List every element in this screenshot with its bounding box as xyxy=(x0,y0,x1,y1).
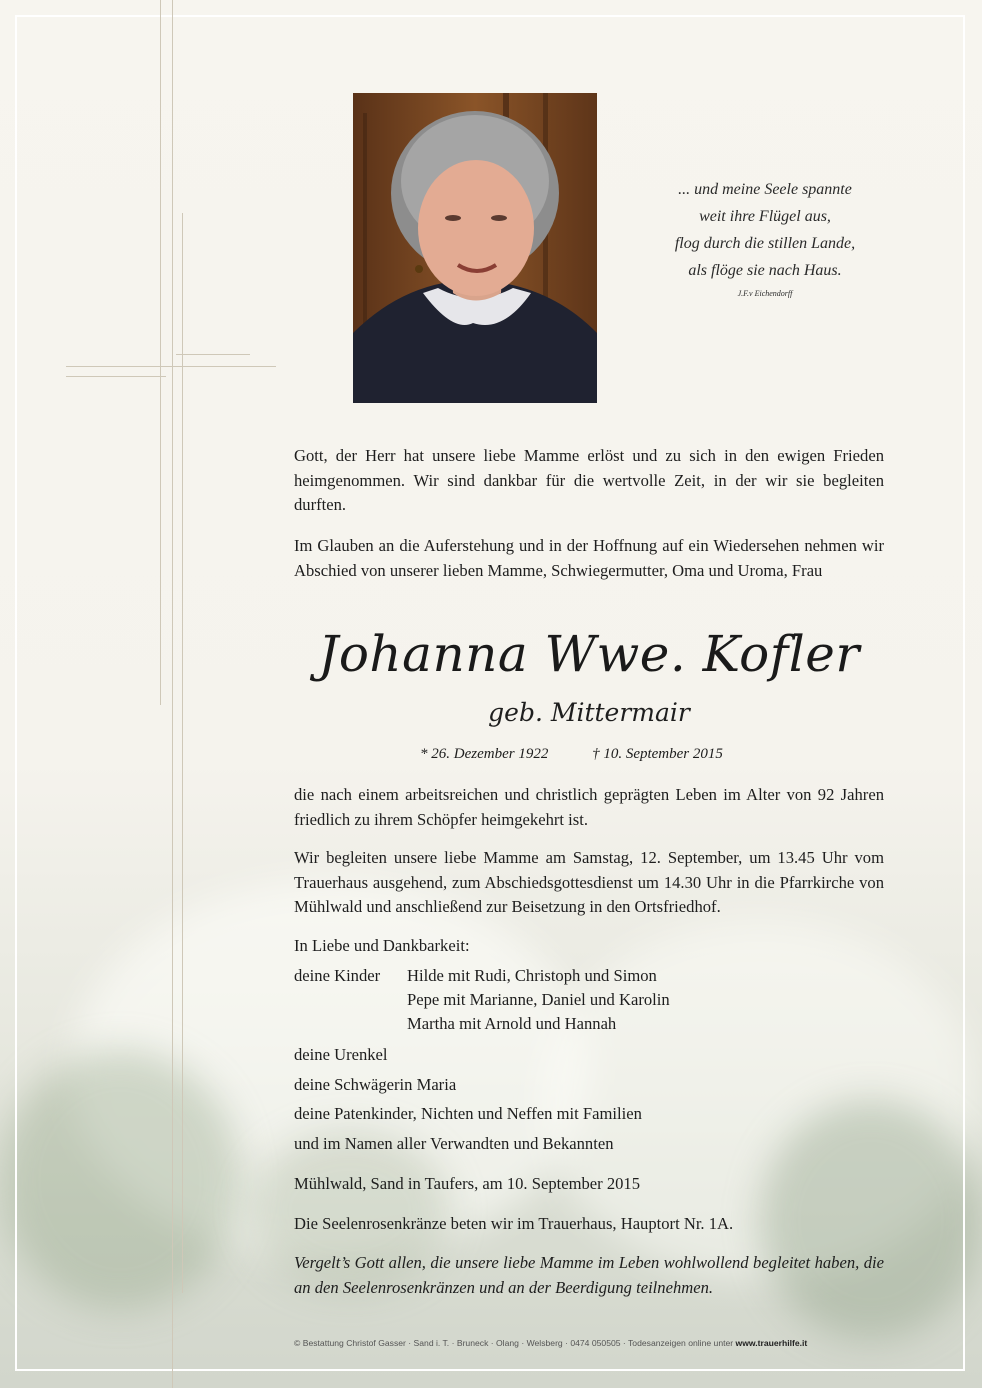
cross-line xyxy=(172,0,173,1388)
death-date: † 10. September 2015 xyxy=(592,746,723,762)
quote-line: weit ihre Flügel aus, xyxy=(699,208,831,225)
family-entry: deine Schwägerin Maria xyxy=(294,1075,457,1094)
family-entry: deine Patenkinder, Nichten und Neffen mit Familien xyxy=(294,1104,642,1123)
thanks-paragraph: Vergelt’s Gott allen, die unsere liebe Mamme im Leben wohlwollend begleitet haben, die an den Seelenrosenkränzen und an der Beerdigung teilnehmen. xyxy=(294,1253,884,1297)
kids-list xyxy=(407,964,670,1036)
kid-entry: Martha mit Arnold und Hannah xyxy=(407,1014,617,1033)
kids-label: deine Kinder xyxy=(294,966,381,985)
quote-line: als flöge sie nach Haus. xyxy=(688,262,842,279)
quote-line: flog durch die stillen Lande, xyxy=(674,235,856,252)
kid-entry: Pepe mit Marianne, Daniel und Karolin xyxy=(407,990,670,1009)
body-paragraph: die nach einem arbeitsreichen und christlich geprägten Leben im Alter von 92 Jahren friedlich zu ihrem Schöpfer heimgekehrt ist. xyxy=(294,785,884,829)
cross-line xyxy=(182,213,183,1293)
intro-paragraph: Gott, der Herr hat unsere liebe Mamme erlöst und zu sich in den ewigen Frieden heimgenommen. Wir sind dankbar für die wertvolle Zeit, in der wir sie begleiten durften. xyxy=(294,446,884,514)
cross-line xyxy=(160,0,161,705)
family-entry: und im Namen aller Verwandten und Bekannten xyxy=(294,1134,614,1153)
kid-entry: Hilde mit Rudi, Christoph und Simon xyxy=(407,966,657,985)
quote-author: J.F.v Eichendorff xyxy=(737,289,793,298)
service-paragraph: Wir begleiten unsere liebe Mamme am Samstag, 12. September, um 13.45 Uhr vom Trauerhaus ausgehend, zum Abschiedsgottesdienst um 14.30 Uhr in die Pfarrkirche von Mühlwald und anschließend zur Beisetzung in den Ortsfriedhof. xyxy=(294,848,884,916)
footer-link[interactable]: www.trauerhilfe.it xyxy=(735,1338,808,1348)
cross-bar xyxy=(66,366,276,367)
portrait-photo xyxy=(353,93,597,403)
cross-bar xyxy=(176,354,250,355)
birth-date: * 26. Dezember 1922 xyxy=(420,746,549,762)
birth-name: geb. Mittermair xyxy=(488,698,690,727)
rosary-note: Die Seelenrosenkränze beten wir im Trauerhaus, Hauptort Nr. 1A. xyxy=(294,1214,734,1233)
quote-line: ... und meine Seele spannte xyxy=(678,181,852,198)
footer-text: © Bestattung Christof Gasser · Sand i. T. · Bruneck · Olang · Welsberg · 0474 050505 · Todesanzeigen online unter xyxy=(294,1338,734,1348)
footer xyxy=(294,1338,954,1348)
family-entry: deine Urenkel xyxy=(294,1045,388,1064)
cross-bar xyxy=(66,376,166,377)
love-line: In Liebe und Dankbarkeit: xyxy=(294,936,470,955)
life-dates xyxy=(420,746,763,763)
intro-paragraph: Im Glauben an die Auferstehung und in der Hoffnung auf ein Wiedersehen nehmen wir Abschied von unserer lieben Mamme, Schwiegermutter, Oma und Uroma, Frau xyxy=(294,536,884,580)
deceased-name: Johanna Wwe. Kofler xyxy=(318,625,860,683)
place-date: Mühlwald, Sand in Taufers, am 10. September 2015 xyxy=(294,1174,641,1193)
poem-quote xyxy=(620,176,910,304)
